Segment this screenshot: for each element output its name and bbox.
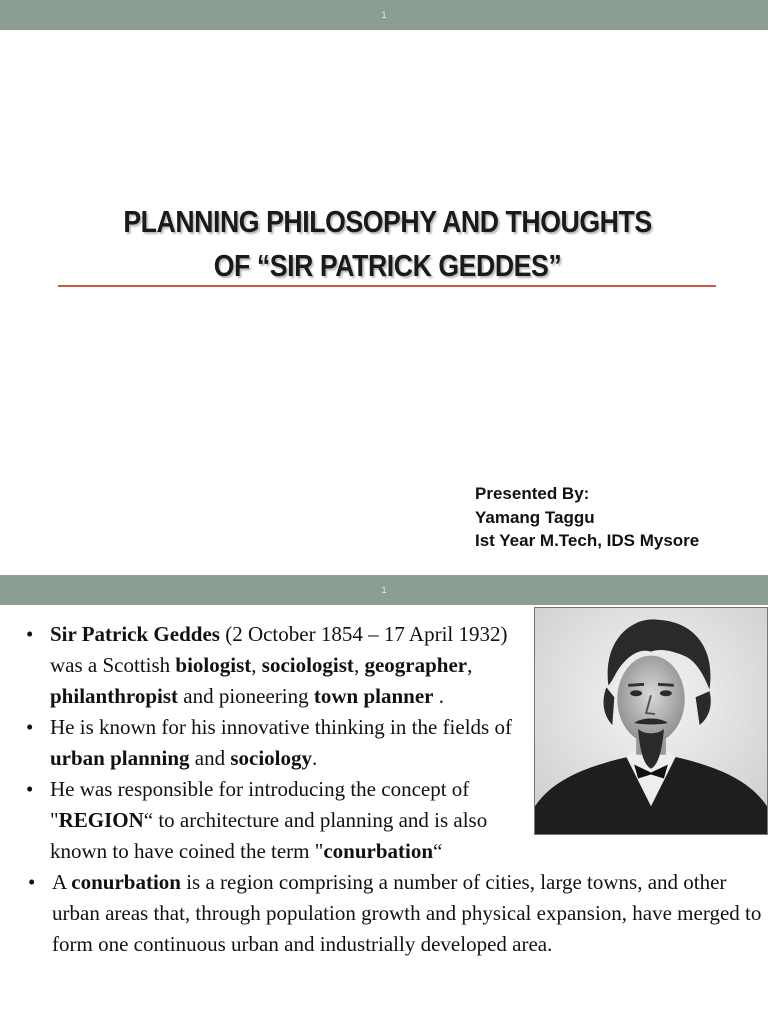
bullet-marker: • bbox=[26, 777, 34, 801]
bullet-item-region bbox=[0, 774, 530, 867]
known-for-text: He is known for his innovative thinking in the fields of bbox=[50, 715, 512, 739]
geddes-name: Sir Patrick Geddes bbox=[50, 622, 220, 646]
region-text: He was responsible for introducing the concept of " bbox=[50, 777, 470, 832]
bullet-item-biography bbox=[0, 619, 530, 712]
presenter-name: Yamang Taggu bbox=[475, 507, 595, 527]
bio-text: . bbox=[433, 684, 444, 708]
region-text: “ bbox=[433, 839, 443, 863]
bio-text: and pioneering bbox=[178, 684, 314, 708]
bio-text: , bbox=[251, 653, 262, 677]
title-line-2: OF “SIR PATRICK GEDDES” bbox=[213, 248, 562, 283]
bullet-marker: • bbox=[26, 622, 34, 646]
term-geographer: geographer bbox=[364, 653, 468, 677]
bullet-list bbox=[0, 619, 768, 960]
slide-number: 1 bbox=[381, 10, 387, 20]
definition-text: A bbox=[52, 870, 72, 894]
term-town-planner: town planner bbox=[313, 684, 434, 708]
bullet-item-known-for bbox=[0, 712, 530, 774]
title-underline bbox=[58, 285, 716, 287]
term-conurbation: conurbation bbox=[323, 839, 434, 863]
term-conurbation: conurbation bbox=[71, 870, 181, 894]
biography-slide bbox=[0, 575, 768, 1024]
bio-text: , bbox=[353, 653, 365, 677]
term-sociology: sociology bbox=[230, 746, 312, 770]
region-text: “ to architecture and planning and is also known to have coined the term " bbox=[50, 808, 488, 863]
bullet-item-conurbation-definition bbox=[0, 867, 768, 960]
bullet-marker: • bbox=[26, 715, 34, 739]
known-for-text: . bbox=[312, 746, 318, 770]
title-line-1: PLANNING PHILOSOPHY AND THOUGHTS bbox=[123, 204, 652, 239]
presenter-affiliation: Ist Year M.Tech, IDS Mysore bbox=[475, 531, 700, 550]
presenter-info bbox=[475, 482, 699, 553]
definition-text: is a region comprising a number of cities, large towns, and other urban areas that, through population growth and physical expansion, have merged to form one continuous urban and industrially developed area. bbox=[52, 870, 762, 956]
bio-text: (2 October 1854 – 17 April 1932) was a Scottish bbox=[50, 622, 508, 677]
term-urban-planning: urban planning bbox=[50, 746, 190, 770]
bio-text: , bbox=[467, 653, 473, 677]
slide-number: 1 bbox=[381, 585, 387, 595]
term-sociologist: sociologist bbox=[261, 653, 354, 677]
known-for-text: and bbox=[189, 746, 231, 770]
presenter-heading: Presented By: bbox=[475, 484, 590, 503]
bullet-marker: • bbox=[28, 870, 36, 894]
term-philanthropist: philanthropist bbox=[50, 684, 178, 708]
term-region: REGION bbox=[58, 808, 144, 832]
slide-title bbox=[106, 200, 669, 288]
term-biologist: biologist bbox=[175, 653, 252, 677]
